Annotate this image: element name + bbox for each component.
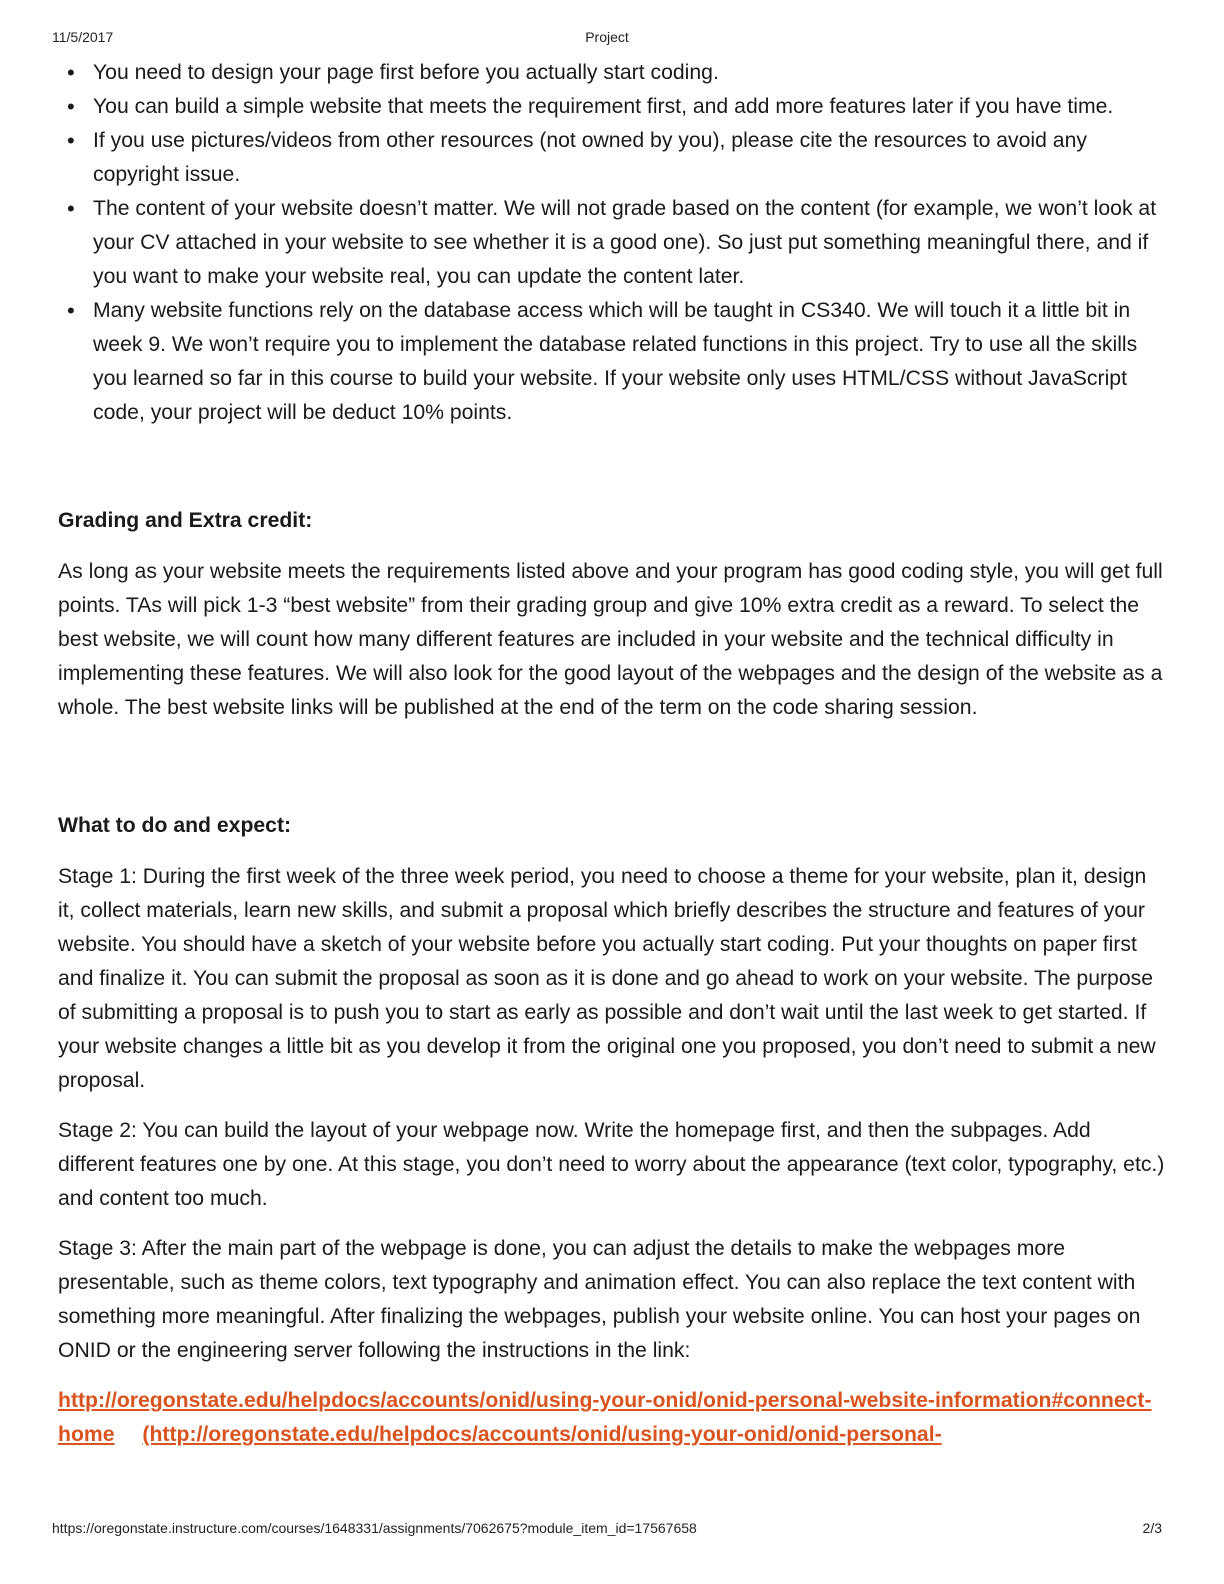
print-url: https://oregonstate.instructure.com/courses/1648331/assignments/7062675?module_item_id=17567658 <box>52 1520 697 1536</box>
print-date: 11/5/2017 <box>52 29 114 45</box>
list-item: • The content of your website doesn’t matter. We will not grade based on the content (for example, we won’t look at your CV attached in your website to see whether it is a good one). So just put something meaningful there, and if you want to make your website real, you can update the content later. <box>93 192 1168 294</box>
grading-heading: Grading and Extra credit: <box>58 509 313 532</box>
page-number: 2/3 <box>1142 1520 1162 1536</box>
onid-website-link-secondary[interactable]: (http://oregonstate.edu/helpdocs/accounts/onid/using-your-onid/onid-personal- <box>142 1423 942 1446</box>
stage-1-paragraph: Stage 1: During the first week of the three week period, you need to choose a theme for your website, plan it, design it, collect materials, learn new skills, and submit a proposal which briefly describes the structure and features of your website. You should have a sketch of your website before you actually start coding. Put your thoughts on paper first and finalize it. You can submit the proposal as soon as it is done and go ahead to work on your website. The purpose of submitting a proposal is to push you to start as early as possible and don’t wait until the last week to get started. If your website changes a little bit as you develop it from the original one you proposed, you don’t need to submit a new proposal. <box>58 865 1156 1092</box>
list-item: • You can build a simple website that meets the requirement first, and add more features later if you have time. <box>93 90 1168 124</box>
print-header <box>52 29 1162 49</box>
list-item: • Many website functions rely on the database access which will be taught in CS340. We will touch it a little bit in week 9. We won’t require you to implement the database related functions in this project. Try to use all the skills you learned so far in this course to build your website. If your website only uses HTML/CSS without JavaScript code, your project will be deduct 10% points. <box>93 294 1168 430</box>
stage-2-paragraph: Stage 2: You can build the layout of your webpage now. Write the homepage first, and then the subpages. Add different features one by one. At this stage, you don’t need to worry about the appearance (text color, typography, etc.) and content too much. <box>58 1119 1165 1210</box>
list-item: • You need to design your page first before you actually start coding. <box>93 56 1168 90</box>
list-item: • If you use pictures/videos from other resources (not owned by you), please cite the resources to avoid any copyright issue. <box>93 124 1168 192</box>
document-body <box>58 56 1168 1452</box>
requirements-list <box>58 56 1168 430</box>
print-title: Project <box>585 29 629 45</box>
grading-paragraph: As long as your website meets the requirements listed above and your program has good coding style, you will get full points. TAs will pick 1-3 “best website” from their grading group and give 10% extra credit as a reward. To select the best website, we will count how many different features are included in your website and the technical difficulty in implementing these features. We will also look for the good layout of the webpages and the design of the website as a whole. The best website links will be published at the end of the term on the code sharing session. <box>58 560 1163 719</box>
what-to-do-heading: What to do and expect: <box>58 814 292 837</box>
onid-website-link[interactable]: http://oregonstate.edu/helpdocs/accounts/onid/using-your-onid/onid-personal-website-information#connect-home <box>58 1389 1152 1446</box>
print-footer <box>52 1520 1162 1540</box>
onid-links <box>58 1384 1168 1452</box>
stage-3-paragraph: Stage 3: After the main part of the webpage is done, you can adjust the details to make the webpages more presentable, such as theme colors, text typography and animation effect. You can also replace the text content with something more meaningful. After finalizing the webpages, publish your website online. You can host your pages on ONID or the engineering server following the instructions in the link: <box>58 1237 1141 1362</box>
